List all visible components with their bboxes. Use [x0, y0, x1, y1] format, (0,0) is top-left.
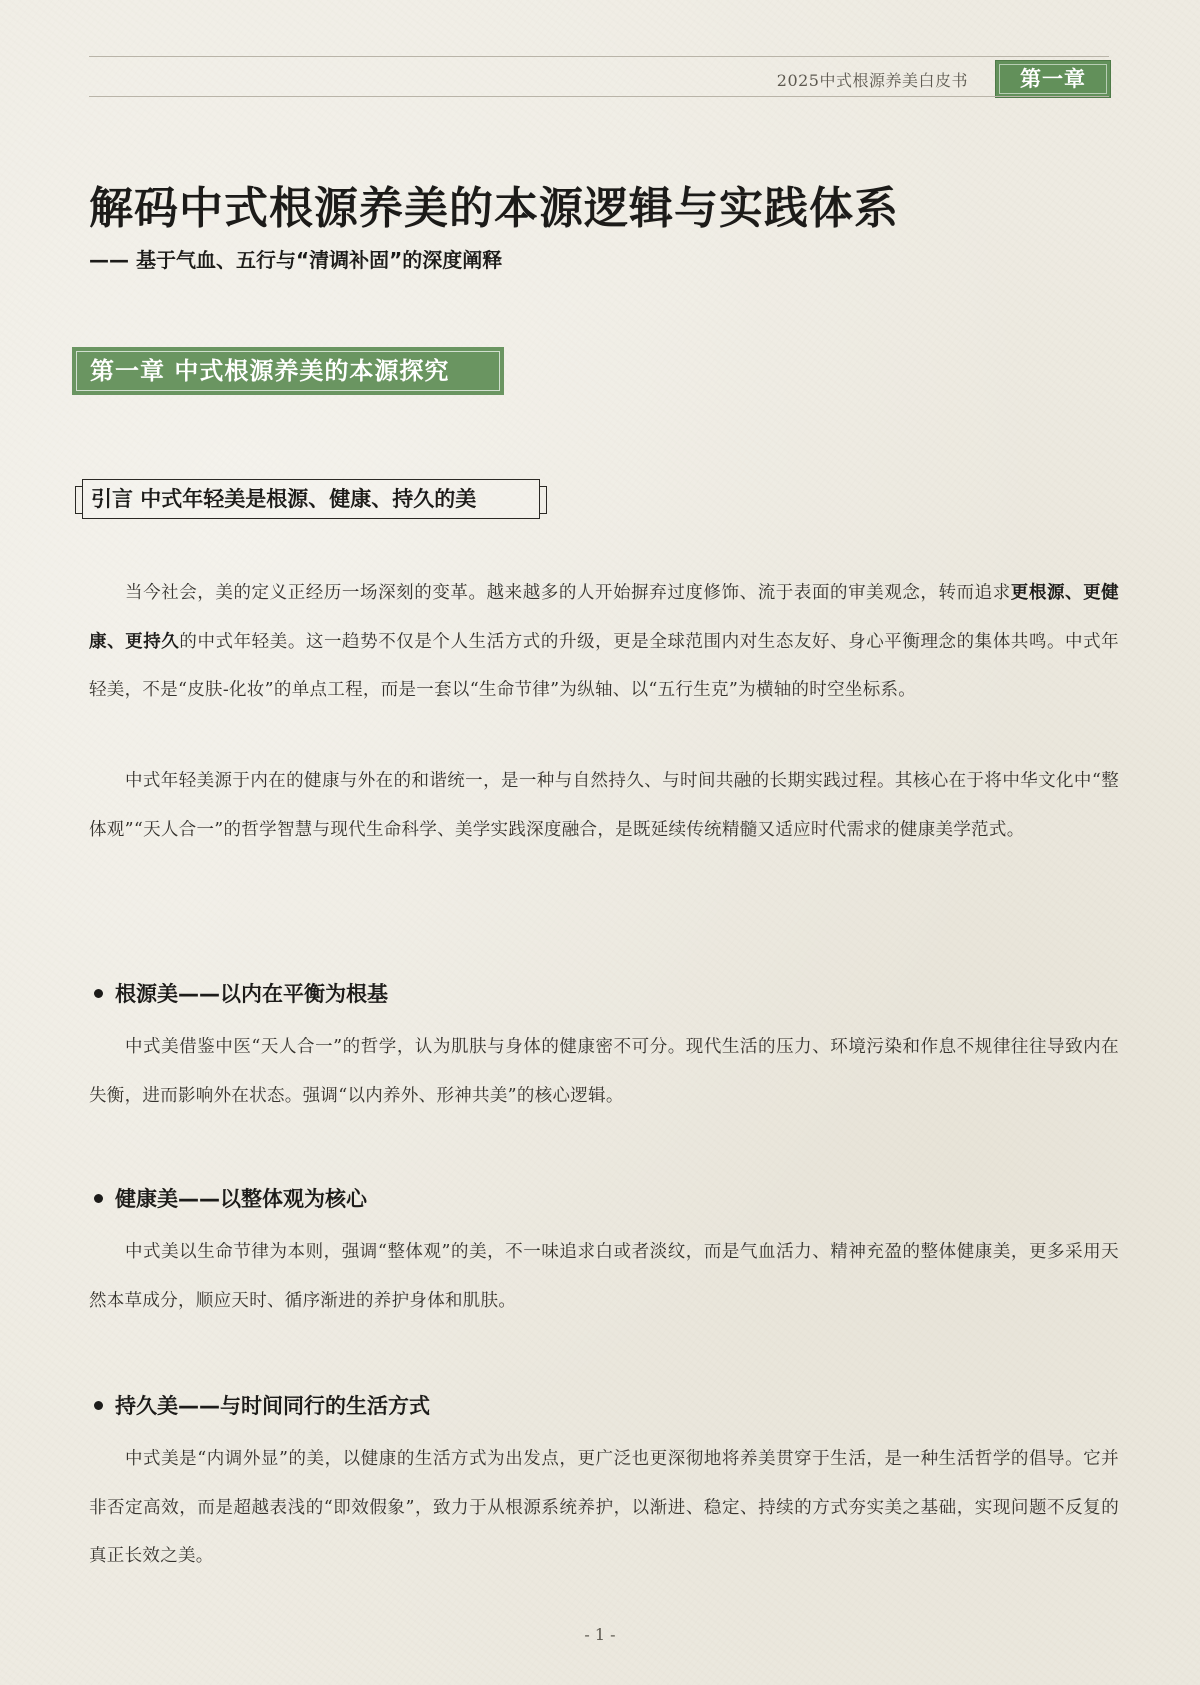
header-doc-title: 2025中式根源养美白皮书 [776, 71, 968, 90]
intro-paragraph-1-bold: 更根源、更健康、更持久 [89, 583, 1119, 652]
section-heading [94, 1183, 367, 1213]
section-heading-text: 健康美——以整体观为核心 [115, 1187, 367, 1211]
bullet-dot-icon [94, 989, 103, 998]
intro-paragraph-2: 中式年轻美源于内在的健康与外在的和谐统一，是一种与自然持久、与时间共融的长期实践过程。其核心在于将中华文化中“整体观”“天人合一”的哲学智慧与现代生命科学、美学实践深度融合，是既延续传统精髓又适应时代需求的健康美学范式。 [89, 771, 1119, 840]
intro-paragraph-1-post: 的中式年轻美。这一趋势不仅是个人生活方式的升级，更是全球范围内对生态友好、身心平衡理念的集体共鸣。中式年轻美，不是“皮肤-化妆”的单点工程，而是一套以“生命节律”为纵轴、以“五行生克”为横轴的时空坐标系。 [89, 631, 1119, 700]
chapter-banner-text: 第一章 中式根源养美的本源探究 [90, 357, 450, 385]
section-heading [94, 1390, 430, 1420]
bullet-dot-icon [94, 1401, 103, 1410]
section-heading-text: 持久美——与时间同行的生活方式 [115, 1394, 430, 1418]
section-body: 中式美是“内调外显”的美，以健康的生活方式为出发点，更广泛也更深彻地将养美贯穿于生活，是一种生活哲学的倡导。它并非否定高效，而是超越表浅的“即效假象”，致力于从根源系统养护，以渐进、稳定、持续的方式夯实美之基础，实现问题不反复的真正长效之美。 [89, 1449, 1119, 1566]
intro-heading-box [82, 479, 540, 519]
bullet-dot-icon [94, 1194, 103, 1203]
intro-paragraph-1-pre: 当今社会，美的定义正经历一场深刻的变革。越来越多的人开始摒弃过度修饰、流于表面的审美观念，转而追求 [125, 583, 1011, 603]
page-title: 解码中式根源养美的本源逻辑与实践体系 [89, 183, 899, 234]
header-rule-bottom [89, 96, 1109, 97]
intro-paragraph-1 [89, 569, 1119, 715]
section-body: 中式美以生命节律为本则，强调“整体观”的美，不一味追求白或者淡纹，而是气血活力、精神充盈的整体健康美，更多采用天然本草成分，顺应天时、循序渐进的养护身体和肌肤。 [89, 1242, 1119, 1311]
section-heading [94, 978, 388, 1008]
section-heading-text: 根源美——以内在平衡为根基 [115, 982, 388, 1006]
chapter-banner [72, 347, 504, 395]
page-subtitle: —— 基于气血、五行与“清调补固”的深度阐释 [89, 248, 503, 272]
header-chapter-tab: 第一章 [995, 60, 1111, 98]
page-number: - 1 - [584, 1625, 616, 1644]
header-rule-top [89, 56, 1109, 57]
section-body: 中式美借鉴中医“天人合一”的哲学，认为肌肤与身体的健康密不可分。现代生活的压力、环境污染和作息不规律往往导致内在失衡，进而影响外在状态。强调“以内养外、形神共美”的核心逻辑。 [89, 1037, 1119, 1106]
intro-heading: 引言 中式年轻美是根源、健康、持久的美 [91, 487, 477, 511]
